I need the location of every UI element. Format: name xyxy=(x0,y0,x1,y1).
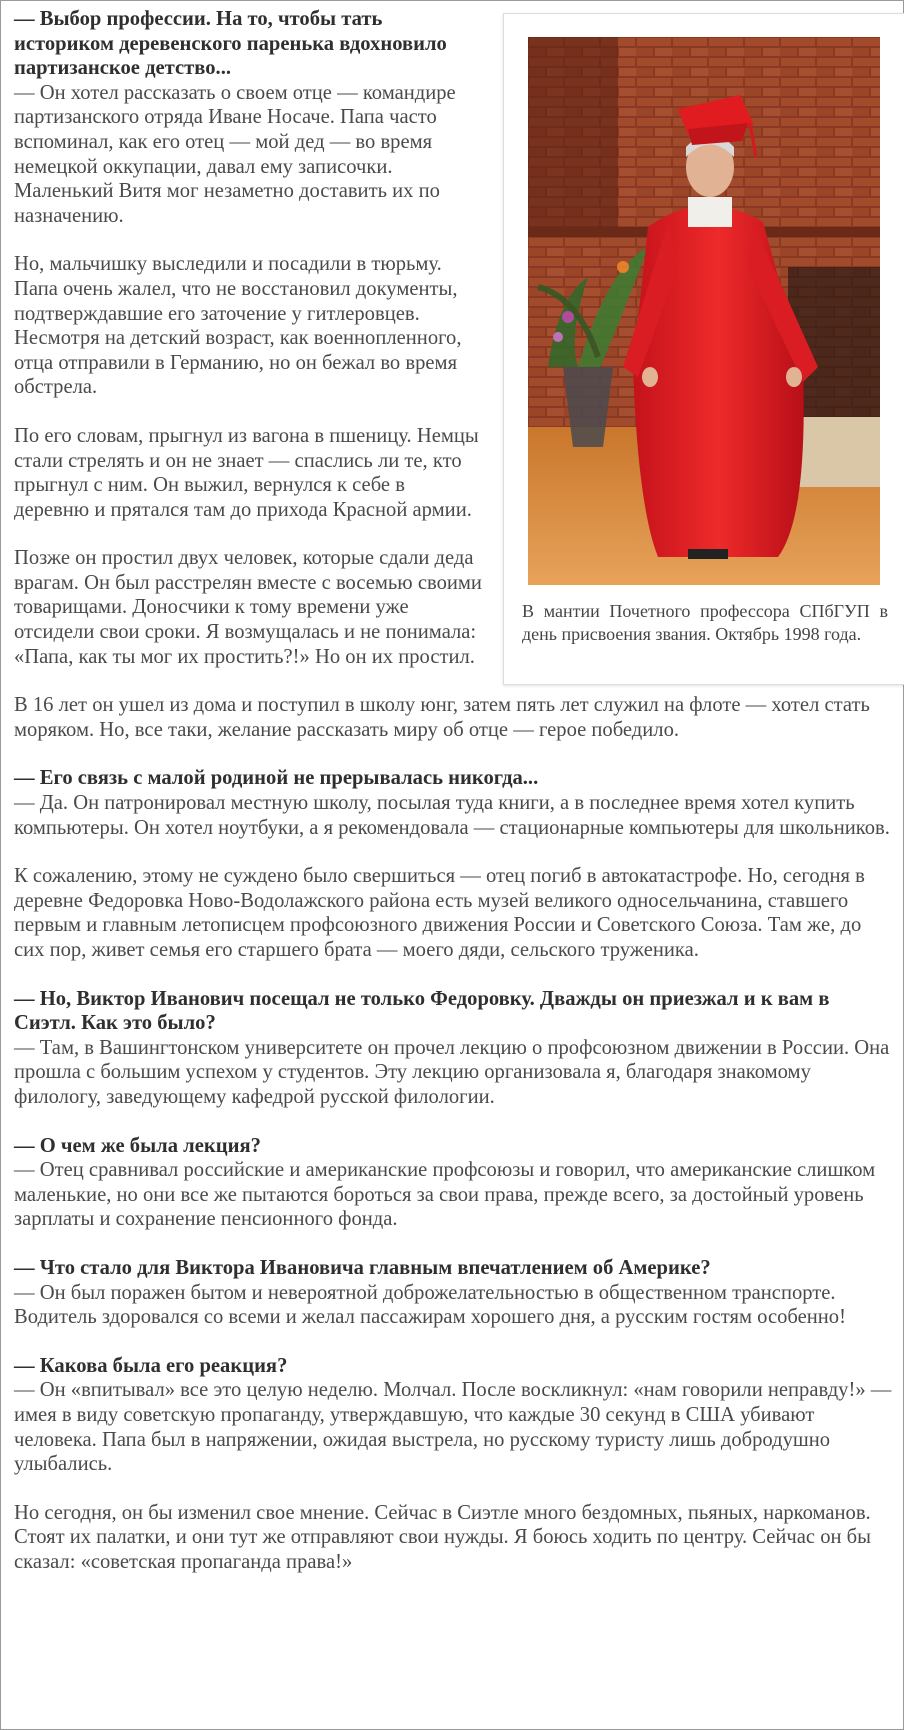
answer-text: Но сегодня, он бы изменил свое мнение. Сейчас в Сиэтле много бездомных, пьяных, наркоманов. Стоят их палатки, и они тут же отправляют свои нужды. Я боюсь ходить по центру. Сейчас он бы сказал: «советская пропаганда права!» xyxy=(14,1501,871,1573)
portrait-photo xyxy=(528,37,880,585)
paragraph-10 xyxy=(14,1256,894,1330)
answer-text: К сожалению, этому не суждено было свершиться — отец погиб в автокатастрофе. Но, сегодня в деревне Федоровка Ново-Водолажского района есть музей великого односельчанина, ставшего первым и главным летописцем профсоюзного движения России и Советского Союза. Там же, до сих пор, живет семья его старшего брата — моего дяди, сельского труженика. xyxy=(14,865,865,961)
question-text: — Его связь с малой родиной не прерывалась никогда... xyxy=(14,767,539,790)
question-text: — О чем же была лекция? xyxy=(14,1134,261,1157)
question-text: — Но, Виктор Иванович посещал не только Федоровку. Дважды он приезжал и к вам в Сиэтл. Как это было? xyxy=(14,987,830,1035)
answer-text: — Да. Он патронировал местную школу, посылая туда книги, а в последнее время хотел купить компьютеры. Он хотел ноутбуки, а я рекомендовала — стационарные компьютеры для школьников. xyxy=(14,792,890,839)
answer-text: — Он был поражен бытом и невероятной доброжелательностью в общественном транспорте. Водитель здоровался со всеми и желал пассажирам хорошего дня, а русским гостям особенно! xyxy=(14,1281,846,1329)
article-body xyxy=(14,7,894,1598)
paragraph-12 xyxy=(14,1501,894,1575)
photo-caption: В мантии Почетного профессора СПбГУП в день присвоения звания. Октябрь 1998 года. xyxy=(522,601,888,644)
question-text: — Выбор профессии. На то, чтобы тать историком деревенского паренька вдохновило партизанское детство... xyxy=(14,8,447,80)
paragraph-9 xyxy=(14,1134,894,1232)
paragraph-8 xyxy=(14,987,894,1110)
answer-text: Позже он простил двух человек, которые сдали деда врагам. Он был расстрелян вместе с восемью своими товарищами. Доносчики к тому времени уже отсидели свои сроки. Я возмущалась и не понимала: «Папа, как ты мог их простить?!» Но он их простил. xyxy=(14,547,482,668)
paragraph-5 xyxy=(14,693,894,742)
photo-figure xyxy=(503,13,904,685)
answer-text: По его словам, прыгнул из вагона в пшеницу. Немцы стали стрелять и он не знает — спаслись ли те, кто прыгнул с ним. Он выжил, вернулся к себе в деревню и прятался там до прихода Красной армии. xyxy=(14,424,479,521)
paragraph-7 xyxy=(14,864,894,962)
question-text: — Какова была его реакция? xyxy=(14,1354,288,1377)
answer-text: — Он «впитывал» все это целую неделю. Молчал. После воскликнул: «нам говорили неправду!» — имея в виду советскую пропаганду, утверждавшую, что каждые 30 секунд в США убивают человека. Папа был в напряжении, ожидая выстрела, но русскому туристу лишь добродушно улыбались. xyxy=(14,1379,892,1476)
paragraph-11 xyxy=(14,1354,894,1477)
answer-text: — Там, в Вашингтонском университете он прочел лекцию о профсоюзном движении в России. Она прошла с большим успехом у студентов. Эту лекцию организовала я, благодаря знакомому филологу, заведующему кафедрой русской филологии. xyxy=(14,1036,890,1108)
question-text: — Что стало для Виктора Ивановича главным впечатлением об Америке? xyxy=(14,1256,711,1279)
paragraph-6 xyxy=(14,766,894,840)
answer-text: Но, мальчишку выследили и посадили в тюрьму. Папа очень жалел, что не восстановил документы, подтверждавшие его заточение у гитлеровцев. Несмотря на детский возраст, как военнопленного, отца отправили в Германию, но он бежал во время обстрела. xyxy=(14,253,462,399)
answer-text: — Отец сравнивал российские и американские профсоюзы и говорил, что американские слишком маленькие, но они все же пытаются бороться за свои права, прежде всего, за достойный уровень зарплаты и сохранение пенсионного фонда. xyxy=(14,1159,876,1231)
answer-text: — Он хотел рассказать о своем отце — командире партизанского отряда Иване Носаче. Папа часто вспоминал, как его отец — мой дед — во время немецкой оккупации, давал ему записочки. Маленький Витя мог незаметно доставить их по назначению. xyxy=(14,81,456,227)
answer-text: В 16 лет он ушел из дома и поступил в школу юнг, затем пять лет служил на флоте — хотел стать моряком. Но, все таки, желание рассказать миру об отце — герое победило. xyxy=(14,694,870,741)
photo-man-in-red-gown-icon xyxy=(528,37,880,585)
